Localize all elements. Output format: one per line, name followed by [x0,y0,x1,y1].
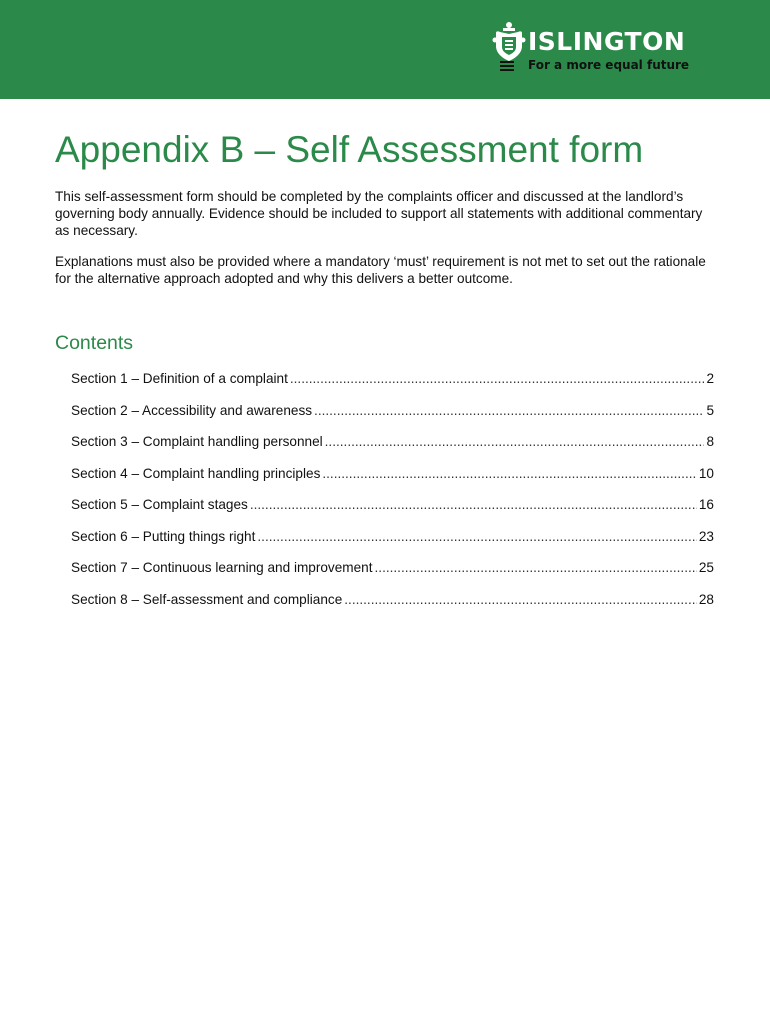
logo-tagline: For a more equal future [528,58,690,72]
toc-page-number: 28 [698,591,714,607]
toc-page-number: 16 [698,497,714,512]
toc-dot-leader [250,493,697,517]
toc-entry-label: Section 2 – Accessibility and awareness [71,402,313,418]
toc-dot-leader [314,399,704,423]
toc-entry-section-1[interactable] [71,367,714,399]
toc-entry-label: Section 6 – Putting things right [71,528,256,544]
logo-bars-icon [500,61,514,71]
toc-entry-section-4[interactable] [71,462,714,494]
toc-page-number: 5 [706,402,714,418]
toc-page-number: 8 [706,434,714,449]
toc-entry-section-7[interactable] [71,556,714,588]
toc-dot-leader [290,367,705,391]
toc-entry-section-5[interactable] [71,493,714,525]
borough-crest-icon [492,20,526,62]
toc-dot-leader [257,525,696,549]
toc-page-number: 2 [706,371,714,386]
intro-paragraph: This self-assessment form should be completed by the complaints officer and discussed at the landlord’s governing body annually. Evidence should be included to support all statements with additional commentary as necessary. [55,189,703,238]
header-band [0,0,770,99]
islington-logo [492,20,702,76]
intro-paragraph: Explanations must also be provided where a mandatory ‘must’ requirement is not met to set out the rationale for the alternative approach adopted and why this delivers a better outcome. [55,254,706,286]
toc-dot-leader [375,556,697,580]
toc-dot-leader [322,462,697,486]
table-of-contents [71,367,714,619]
toc-page-number: 23 [698,528,714,544]
page-title: Appendix B – Self Assessment form [55,129,644,170]
toc-entry-section-2[interactable] [71,399,714,431]
toc-dot-leader [325,430,705,454]
toc-page-number: 10 [698,465,714,481]
toc-entry-label: Section 5 – Complaint stages [71,497,248,512]
toc-entry-label: Section 3 – Complaint handling personnel [71,434,323,449]
toc-entry-section-3[interactable] [71,430,714,462]
toc-entry-label: Section 4 – Complaint handling principles [71,465,321,481]
contents-heading: Contents [55,332,134,354]
toc-entry-label: Section 1 – Definition of a complaint [71,371,288,386]
toc-entry-label: Section 7 – Continuous learning and improvement [71,560,373,575]
toc-dot-leader [344,588,697,612]
toc-page-number: 25 [698,560,714,575]
toc-entry-label: Section 8 – Self-assessment and compliance [71,591,343,607]
logo-wordmark: ISLINGTON [528,27,686,56]
toc-entry-section-8[interactable] [71,588,714,620]
toc-entry-section-6[interactable] [71,525,714,557]
